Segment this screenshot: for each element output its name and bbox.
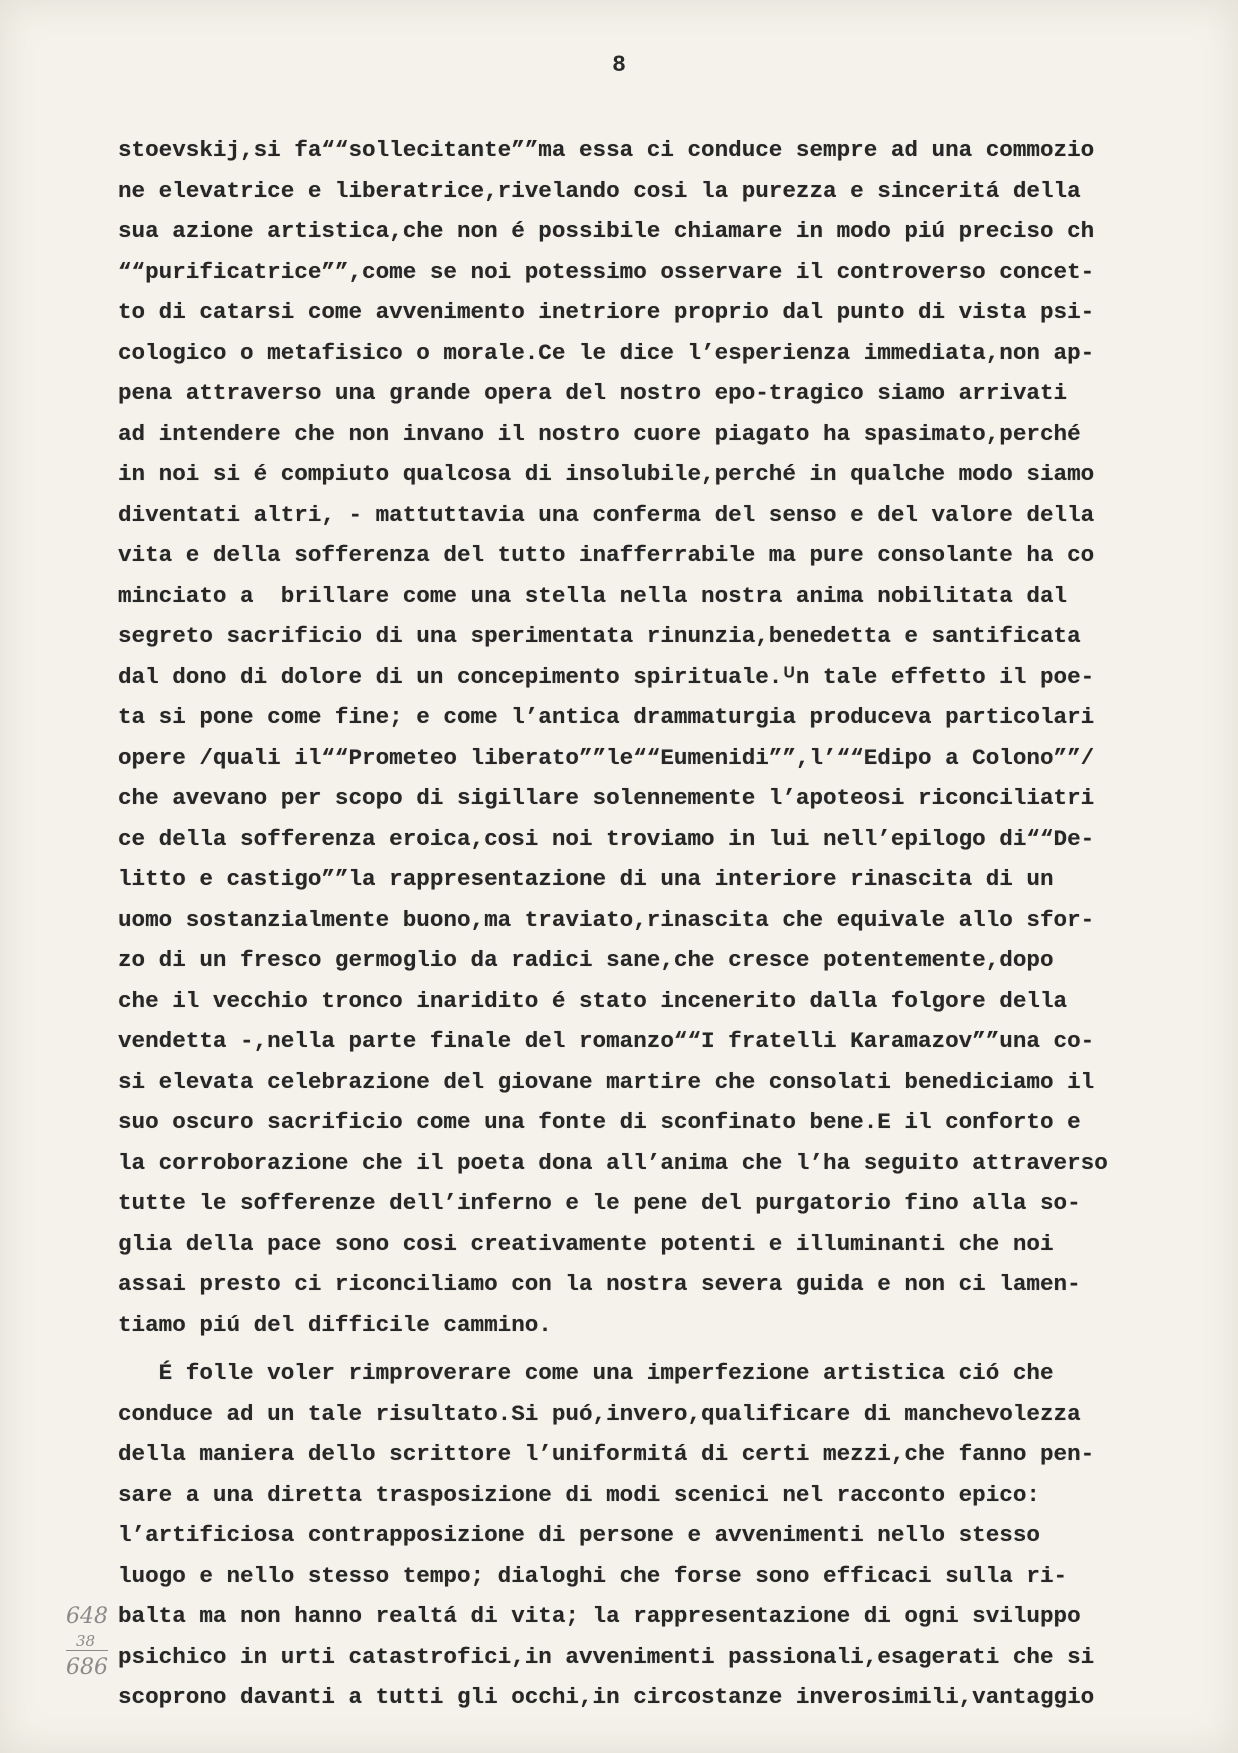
- text-line: vita e della sofferenza del tutto inafferrabile ma pure consolante ha co: [118, 542, 1095, 568]
- text-line: suo oscuro sacrificio come una fonte di sconfinato bene.E il conforto e: [118, 1109, 1081, 1135]
- text-line: minciato a brillare come una stella nella nostra anima nobilitata dal: [118, 582, 1068, 609]
- text-line: conduce ad un tale risultato.Si puó,invero,qualificare di manchevolezza: [118, 1400, 1081, 1427]
- text-line: che il vecchio tronco inaridito é stato incenerito dalla folgore della: [118, 987, 1068, 1014]
- text-line: scoprono davanti a tutti gli occhi,in circostanze inverosimili,vantaggio: [118, 1684, 1095, 1710]
- text-line: [118, 1345, 1203, 1353]
- text-line: psichico in urti catastrofici,in avvenimenti passionali,esagerati che si: [118, 1643, 1095, 1670]
- text-line: É folle voler rimproverare come una imperfezione artistica ció che: [118, 1360, 1054, 1386]
- text-line: l’artificiosa contrapposizione di persone e avvenimenti nello stesso: [118, 1522, 1040, 1548]
- text-line: to di catarsi come avvenimento inetriore proprio dal punto di vista psi-: [118, 299, 1095, 325]
- text-line: che avevano per scopo di sigillare solennemente l’apoteosi riconciliatri: [118, 785, 1095, 811]
- text-line: balta ma non hanno realtá di vita; la rappresentazione di ogni sviluppo: [118, 1603, 1081, 1629]
- margin-note-value: 38: [76, 1632, 96, 1650]
- text-line: ce della sofferenza eroica,cosi noi troviamo in lui nell’epilogo di““De-: [118, 825, 1095, 852]
- text-line: ad intendere che non invano il nostro cuore piagato ha spasimato,perché: [118, 420, 1081, 447]
- typewritten-text-body: [118, 130, 1203, 1718]
- text-line: ta si pone come fine; e come l’antica drammaturgia produceva particolari: [118, 704, 1095, 730]
- text-line: la corroborazione che il poeta dona all’anima che l’ha seguito attraverso: [118, 1149, 1108, 1176]
- text-line: litto e castigo””la rappresentazione di una interiore rinascita di un: [118, 866, 1054, 892]
- text-line: opere /quali il““Prometeo liberato””le““Eumenidi””,l’““Edipo a Colono””/: [118, 744, 1095, 771]
- text-line: ne elevatrice e liberatrice,rivelando cosi la purezza e sinceritá della: [118, 177, 1081, 204]
- text-line: assai presto ci riconciliamo con la nostra severa guida e non ci lamen-: [118, 1271, 1081, 1297]
- handwritten-margin-calculation: [66, 1602, 108, 1683]
- text-line: diventati altri, - mattuttavia una conferma del senso e del valore della: [118, 501, 1095, 528]
- text-line: segreto sacrificio di una sperimentata rinunzia,benedetta e santificata: [118, 623, 1081, 649]
- text-line: ““purificatrice””,come se noi potessimo osservare il controverso concet-: [118, 258, 1095, 285]
- text-line: stoevskij,si fa““sollecitante””ma essa ci conduce sempre ad una commozio: [118, 137, 1095, 163]
- text-line: cologico o metafisico o morale.Ce le dice l’esperienza immediata,non ap-: [118, 339, 1095, 366]
- text-line: tiamo piú del difficile cammino.: [118, 1311, 552, 1338]
- text-line: zo di un fresco germoglio da radici sane,che cresce potentemente,dopo: [118, 947, 1054, 973]
- text-line: si elevata celebrazione del giovane martire che consolati benediciamo il: [118, 1068, 1095, 1095]
- text-line: pena attraverso una grande opera del nostro epo-tragico siamo arrivati: [118, 380, 1068, 406]
- text-line: in noi si é compiuto qualcosa di insolubile,perché in qualche modo siamo: [118, 461, 1095, 487]
- text-line: vendetta -,nella parte finale del romanzo““I fratelli Karamazov””una co-: [118, 1028, 1095, 1054]
- text-line: della maniera dello scrittore l’uniformitá di certi mezzi,che fanno pen-: [118, 1441, 1095, 1467]
- text-line: uomo sostanzialmente buono,ma traviato,rinascita che equivale allo sfor-: [118, 906, 1095, 933]
- text-line: luogo e nello stesso tempo; dialoghi che forse sono efficaci sulla ri-: [118, 1562, 1068, 1589]
- text-line: sare a una diretta trasposizione di modi scenici nel racconto epico:: [118, 1481, 1040, 1508]
- text-line: glia della pace sono cosi creativamente potenti e illuminanti che noi: [118, 1230, 1054, 1257]
- page-number: 8: [612, 52, 626, 78]
- text-line: tutte le sofferenze dell’inferno e le pene del purgatorio fino alla so-: [118, 1190, 1081, 1216]
- text-line: dal dono di dolore di un concepimento spirituale.ᵁn tale effetto il poe-: [118, 663, 1095, 690]
- margin-note-value: 648: [66, 1604, 108, 1629]
- margin-note-total: 686: [66, 1650, 108, 1683]
- text-line: sua azione artistica,che non é possibile chiamare in modo piú preciso ch: [118, 218, 1095, 244]
